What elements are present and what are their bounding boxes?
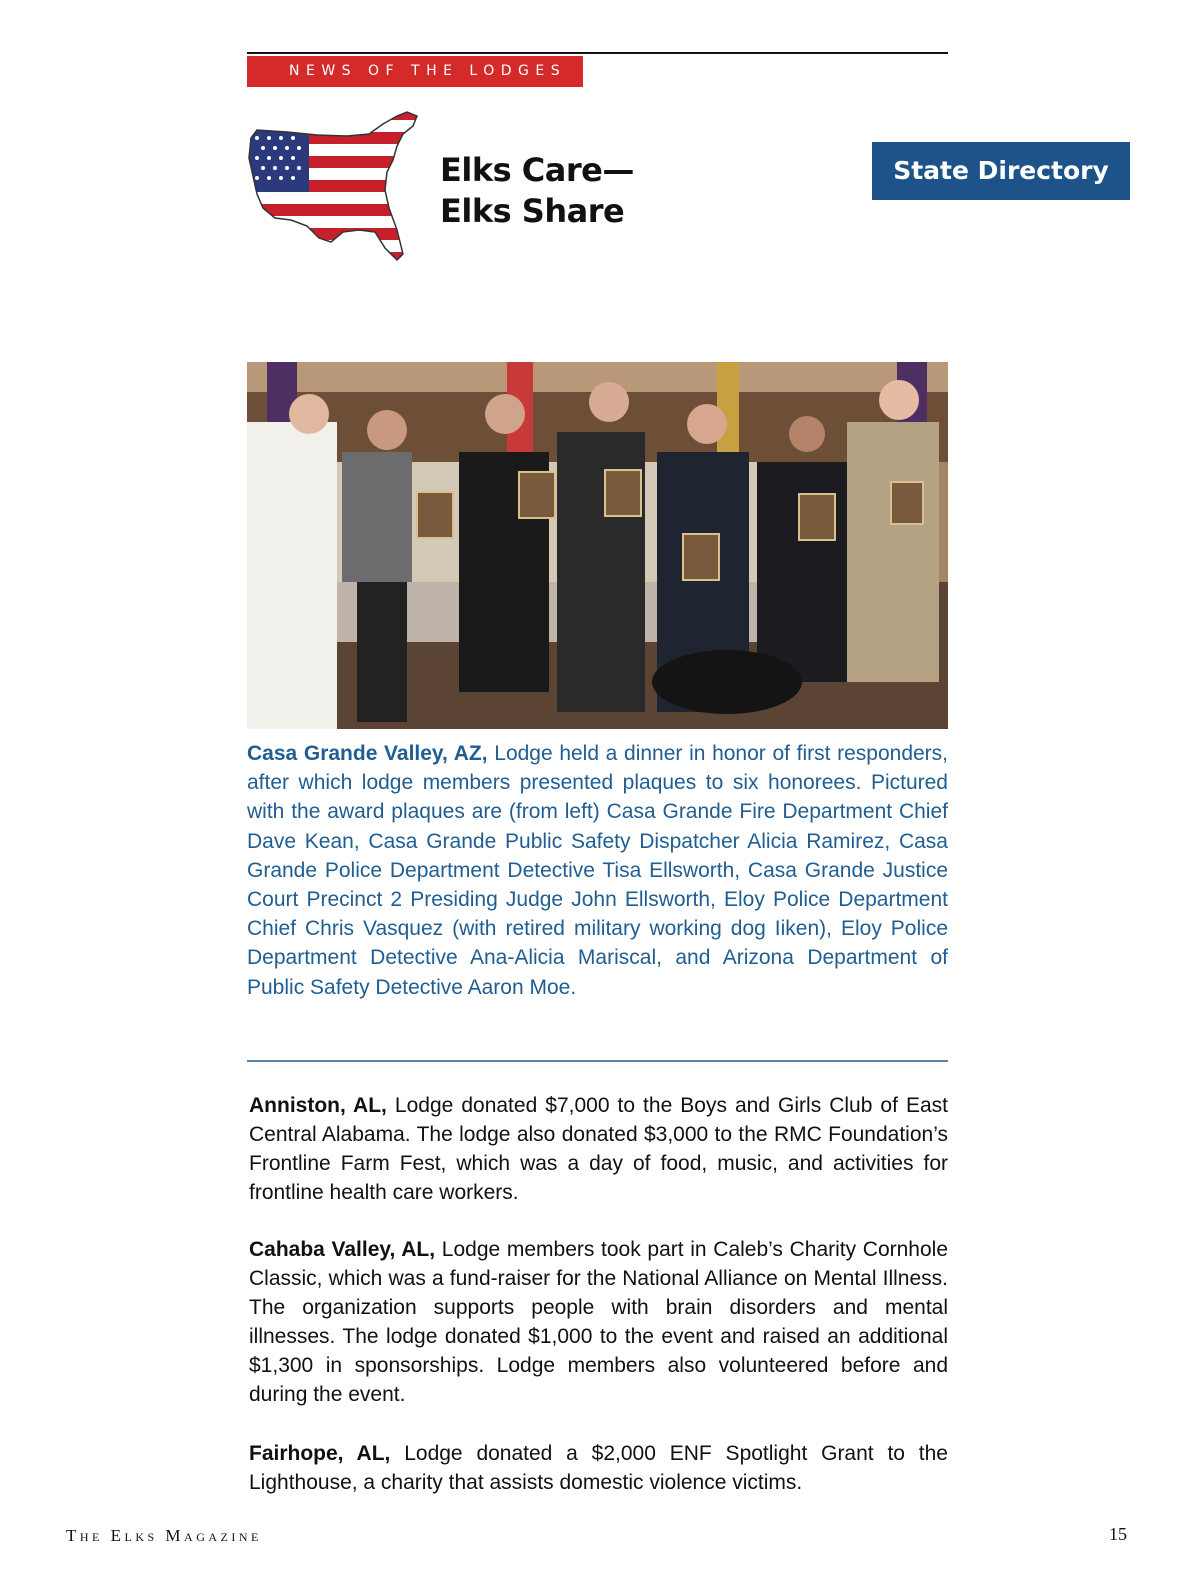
article-lead: Fairhope, AL, xyxy=(249,1442,391,1465)
top-rule xyxy=(247,52,948,54)
caption-text: Lodge held a dinner in honor of first responders, after which lodge members presented plaques to six honorees. Pictured with the award plaques are (from left) Casa Grande Fire Department Chief Dave Kean, Casa Grande Public Safety Dispatcher Alicia Ramirez, Casa Grande Police Department Detective Tisa Ellsworth, Casa Grande Justice Court Precinct 2 Presiding Judge John Ellsworth, Eloy Police Department Chief Chris Vasquez (with retired military working dog Iiken), Eloy Police Department Detective Ana-Alicia Mariscal, and Arizona Department of Public Safety Detective Aaron Moe. xyxy=(247,742,949,999)
headline-line-2: Elks Share xyxy=(440,192,625,230)
article-text: Lodge donated a $2,000 ENF Spotlight Grant to the Lighthouse, a charity that assists domestic violence victims. xyxy=(249,1442,948,1494)
headline-line-1: Elks Care— xyxy=(440,151,634,189)
section-label: NEWS OF THE LODGES xyxy=(247,56,583,87)
article-text: Lodge members took part in Caleb’s Charity Cornhole Classic, which was a fund-raiser for the National Alliance on Mental Illness. The organization supports people with brain disorders and mental illnesses. The lodge donated $1,000 to the event and raised an additional $1,300 in sponsorships. Lodge members also volunteered before and during the event. xyxy=(249,1238,949,1406)
magazine-name: The Elks Magazine xyxy=(66,1526,262,1545)
headline xyxy=(440,150,634,232)
article-fairhope xyxy=(249,1440,948,1498)
section-divider xyxy=(247,1060,948,1062)
state-directory-button[interactable]: State Directory xyxy=(872,142,1130,200)
caption-lead: Casa Grande Valley, AZ, xyxy=(247,742,488,765)
article-cahaba-valley xyxy=(249,1236,948,1409)
article-text: Lodge donated $7,000 to the Boys and Girls Club of East Central Alabama. The lodge also donated $3,000 to the RMC Foundation’s Frontline Farm Fest, which was a day of food, music, and activities for frontline health care workers. xyxy=(249,1094,948,1204)
usa-flag-map-icon xyxy=(247,108,419,264)
page-number: 15 xyxy=(1109,1524,1127,1544)
group-photo xyxy=(247,362,948,729)
article-lead: Cahaba Valley, AL, xyxy=(249,1238,436,1261)
article-lead: Anniston, AL, xyxy=(249,1094,387,1117)
article-anniston xyxy=(249,1092,948,1208)
photo-caption xyxy=(247,739,948,1002)
